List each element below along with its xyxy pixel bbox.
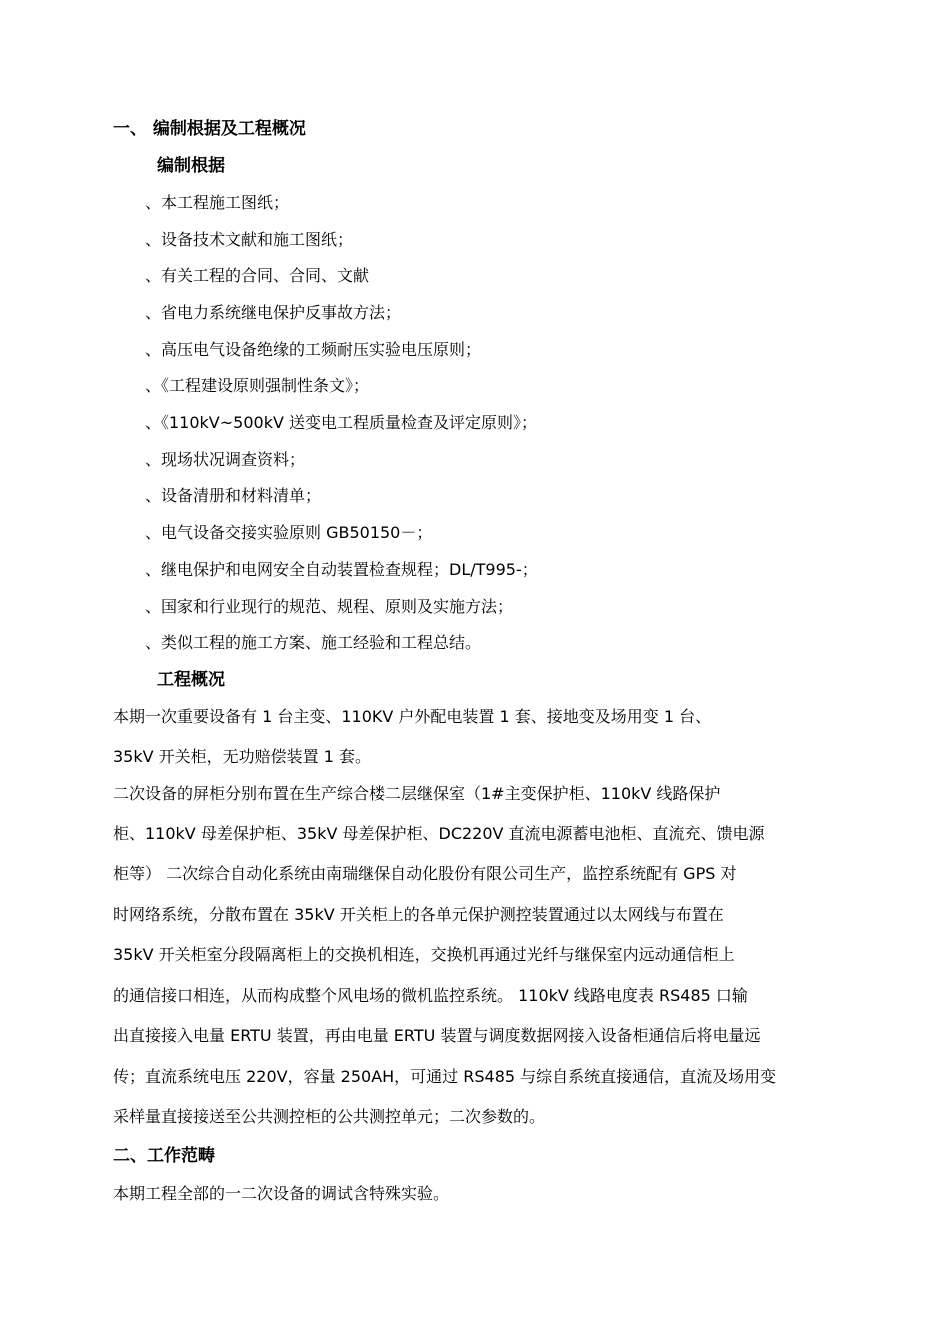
section-2-heading: 二、工作范畴 <box>113 1146 215 1166</box>
basis-item: 、有关工程的合同、合同、文献 <box>145 266 370 285</box>
basis-item: 、设备技术文献和施工图纸； <box>145 230 354 249</box>
basis-item: 、《110kV~500kV 送变电工程质量检查及评定原则》； <box>145 413 537 432</box>
overview-line: 柜等） 二次综合自动化系统由南瑞继保自动化股份有限公司生产，监控系统配有 GPS 对 <box>113 864 737 883</box>
overview-line: 时网络系统，分散布置在 35kV 开关柜上的各单元保护测控装置通过以太网线与布置在 <box>113 905 724 924</box>
basis-heading: 编制根据 <box>157 156 225 176</box>
basis-item: 、电气设备交接实验原则 GB50150－； <box>145 523 433 542</box>
basis-item: 、高压电气设备绝缘的工频耐压实验电压原则； <box>145 340 482 359</box>
basis-item: 、类似工程的施工方案、施工经验和工程总结。 <box>145 633 482 652</box>
overview-line: 采样量直接接送至公共测控柜的公共测控单元；二次参数的。 <box>113 1107 546 1126</box>
basis-item: 、设备清册和材料清单； <box>145 486 322 505</box>
overview-line: 传；直流系统电压 220V，容量 250AH，可通过 RS485 与综自系统直接通信，直流及场用变 <box>113 1067 777 1086</box>
overview-line: 本期一次重要设备有 1 台主变、110KV 户外配电装置 1 套、接地变及场用变 1 台、 <box>113 707 712 726</box>
overview-line: 出直接接入电量 ERTU 装置，再由电量 ERTU 装置与调度数据网接入设备柜通信后将电量远 <box>113 1026 761 1045</box>
overview-heading: 工程概况 <box>157 670 225 690</box>
basis-item: 、国家和行业现行的规范、规程、原则及实施方法； <box>145 597 514 616</box>
scope-paragraph: 本期工程全部的一二次设备的调试含特殊实验。 <box>113 1184 450 1203</box>
basis-item: 、《工程建设原则强制性条文》； <box>145 376 370 395</box>
basis-item: 、继电保护和电网安全自动装置检查规程；DL/T995-； <box>145 560 538 579</box>
basis-item: 、本工程施工图纸； <box>145 193 290 212</box>
basis-item: 、现场状况调查资料； <box>145 450 306 469</box>
overview-line: 二次设备的屏柜分别布置在生产综合楼二层继保室（1#主变保护柜、110kV 线路保护 <box>113 784 721 803</box>
basis-item: 、省电力系统继电保护反事故方法； <box>145 303 402 322</box>
overview-line: 的通信接口相连，从而构成整个风电场的微机监控系统。 110kV 线路电度表 RS485 口输 <box>113 986 748 1005</box>
overview-line: 35kV 开关柜室分段隔离柜上的交换机相连，交换机再通过光纤与继保室内远动通信柜上 <box>113 945 735 964</box>
overview-line: 柜、110kV 母差保护柜、35kV 母差保护柜、DC220V 直流电源蓄电池柜、直流充、馈电源 <box>113 824 765 843</box>
section-1-heading: 一、 编制根据及工程概况 <box>113 119 306 139</box>
overview-line: 35kV 开关柜，无功赔偿装置 1 套。 <box>113 747 372 766</box>
